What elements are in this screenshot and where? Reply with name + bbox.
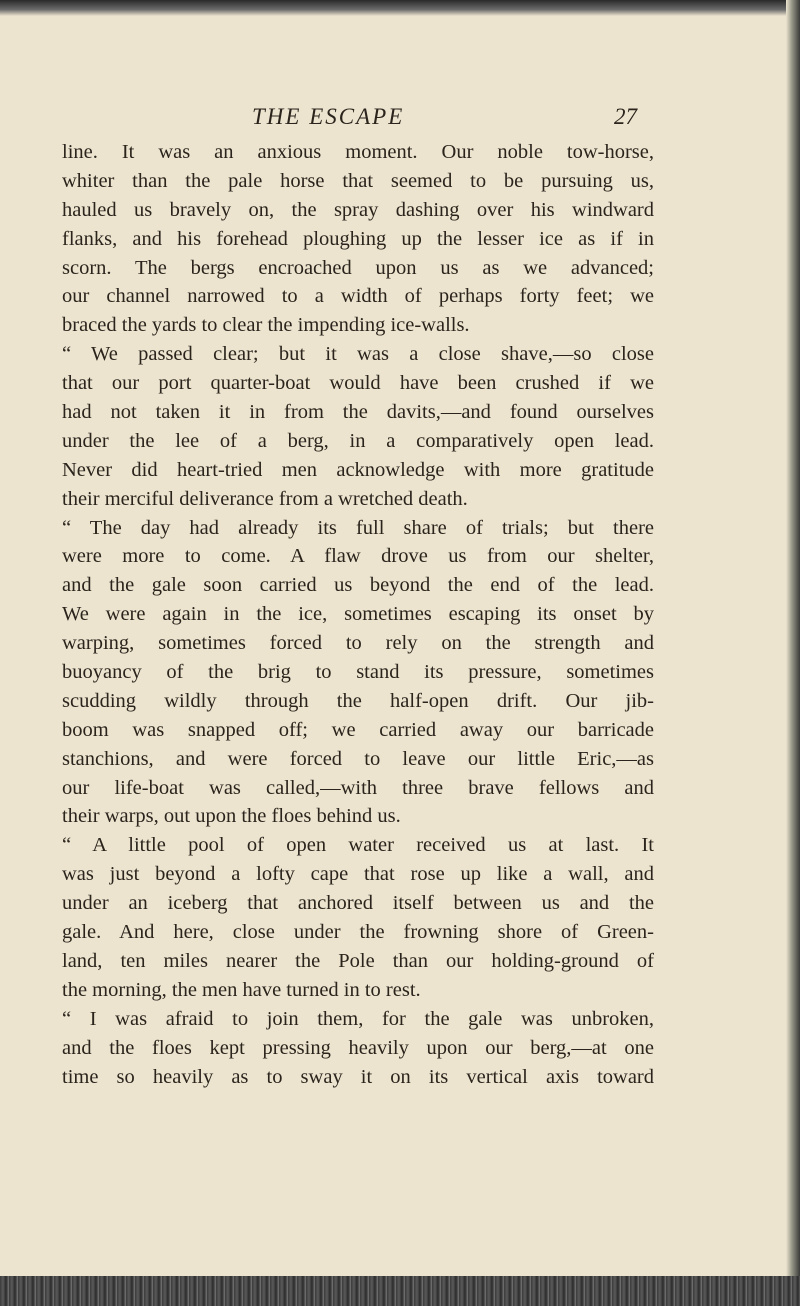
- text-line: flanks, and his forehead ploughing up the lesser ice as if in: [62, 227, 654, 250]
- text-line: hauled us bravely on, the spray dashing over his windward: [62, 198, 654, 221]
- text-line: their merciful deliverance from a wretched death.: [62, 487, 468, 510]
- text-line: boom was snapped off; we carried away our barricade: [62, 718, 654, 741]
- text-line: time so heavily as to sway it on its vertical axis toward: [62, 1065, 654, 1088]
- text-line: were more to come. A flaw drove us from our shelter,: [62, 545, 654, 568]
- text-line: braced the yards to clear the impending ice-walls.: [62, 314, 470, 337]
- text-line: that our port quarter-boat would have been crushed if we: [62, 372, 654, 395]
- text-line: Never did heart-tried men acknowledge with more gratitude: [62, 458, 654, 481]
- text-line: We were again in the ice, sometimes escaping its onset by: [62, 603, 654, 626]
- running-title: THE ESCAPE: [252, 104, 405, 129]
- scan-bottom-edge: [0, 1276, 800, 1306]
- text-line: our channel narrowed to a width of perhaps forty feet; we: [62, 285, 654, 308]
- text-line: line. It was an anxious moment. Our noble tow-horse,: [62, 141, 654, 163]
- running-header: [0, 104, 800, 136]
- text-line: “ The day had already its full share of trials; but there: [62, 516, 654, 539]
- text-line: stanchions, and were forced to leave our little Eric,—as: [62, 747, 654, 770]
- text-line: had not taken it in from the davits,—and found ourselves: [62, 401, 654, 424]
- page-number: 27: [614, 104, 637, 129]
- text-line: “ I was afraid to join them, for the gale was unbroken,: [62, 1007, 654, 1030]
- text-line: under the lee of a berg, in a comparatively open lead.: [62, 429, 654, 452]
- text-line: under an iceberg that anchored itself between us and the: [62, 892, 654, 915]
- text-line: land, ten miles nearer the Pole than our holding-ground of: [62, 949, 654, 972]
- text-line: scorn. The bergs encroached upon us as we advanced;: [62, 256, 654, 279]
- text-line: gale. And here, close under the frowning shore of Green-: [62, 921, 654, 944]
- text-line: “ A little pool of open water received us at last. It: [62, 834, 654, 857]
- text-line: scudding wildly through the half-open drift. Our jib-: [62, 689, 654, 712]
- text-line: their warps, out upon the floes behind us.: [62, 805, 401, 828]
- text-line: and the gale soon carried us beyond the end of the lead.: [62, 574, 654, 597]
- text-line: our life-boat was called,—with three brave fellows and: [62, 776, 654, 799]
- text-line: was just beyond a lofty cape that rose up like a wall, and: [62, 863, 654, 886]
- text-line: and the floes kept pressing heavily upon our berg,—at one: [62, 1036, 654, 1059]
- body-text: [62, 138, 654, 1091]
- text-line: whiter than the pale horse that seemed to be pursuing us,: [62, 169, 654, 192]
- text-line: buoyancy of the brig to stand its pressure, sometimes: [62, 661, 654, 684]
- text-line: the morning, the men have turned in to rest.: [62, 978, 421, 1001]
- text-line: warping, sometimes forced to rely on the strength and: [62, 632, 654, 655]
- text-line: “ We passed clear; but it was a close shave,—so close: [62, 343, 654, 366]
